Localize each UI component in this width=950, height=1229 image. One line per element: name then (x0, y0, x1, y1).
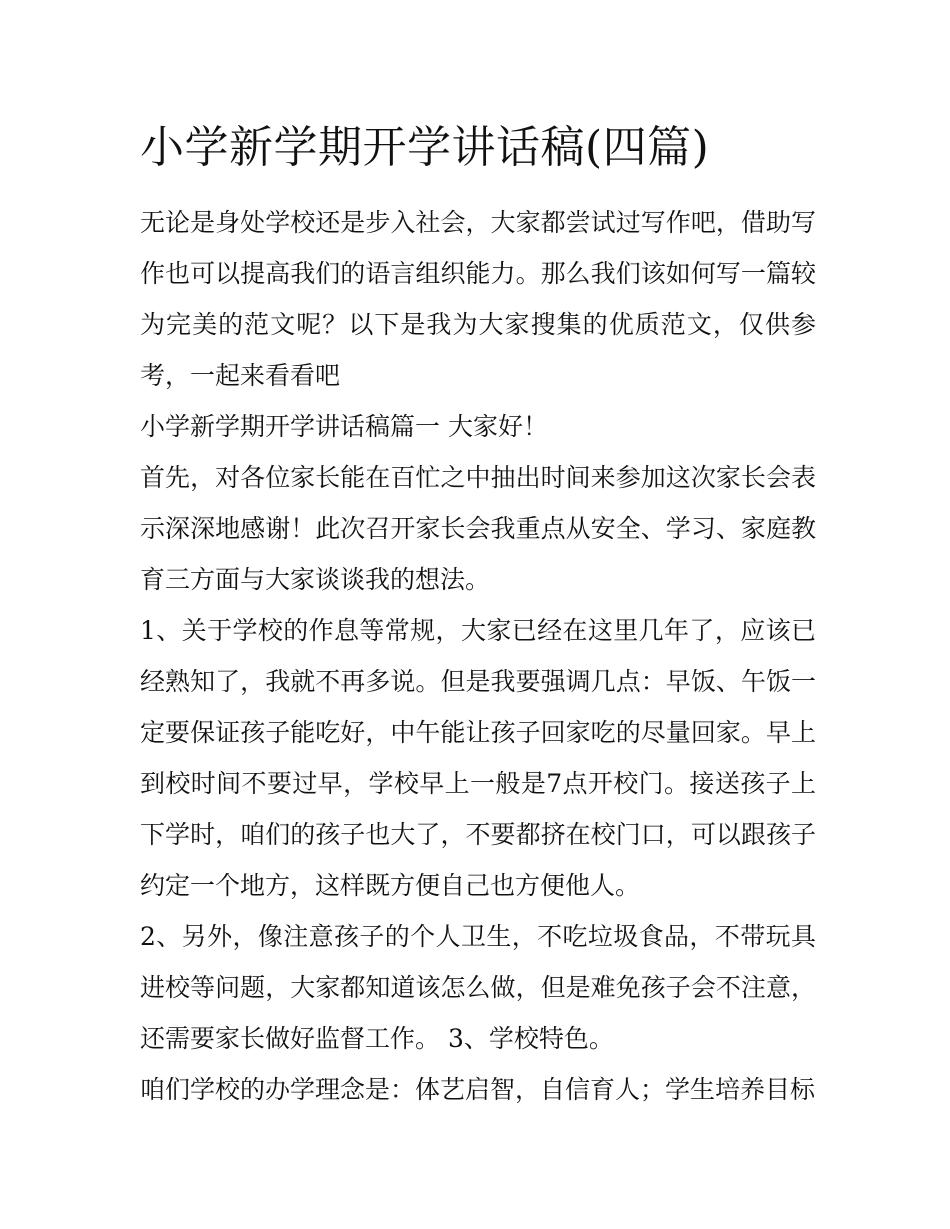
intro-paragraph: 无论是身处学校还是步入社会，大家都尝试过写作吧，借助写作也可以提高我们的语言组织能力。那么我们该如何写一篇较为完美的范文呢？以下是我为大家搜集的优质范文，仅供参考，一起来看看吧 (140, 208, 816, 390)
point-1-paragraph: 1、关于学校的作息等常规，大家已经在这里几年了，应该已经熟知了，我就不再多说。但是我要强调几点：早饭、午饭一定要保证孩子能吃好，中午能让孩子回家吃的尽量回家。早上到校时间不要过早，学校早上一般是7点开校门。接送孩子上下学时，咱们的孩子也大了，不要都挤在校门口，可以跟孩子约定一个地方，这样既方便自己也方便他人。 (140, 616, 816, 900)
opening-paragraph: 首先，对各位家长能在百忙之中抽出时间来参加这次家长会表示深深地感谢！此次召开家长会我重点从安全、学习、家庭教育三方面与大家谈谈我的想法。 (140, 463, 816, 594)
speech-heading-line: 小学新学期开学讲话稿篇一 大家好！ (140, 412, 548, 441)
document-title: 小学新学期开学讲话稿(四篇) (140, 122, 710, 173)
point-2-paragraph: 2、另外，像注意孩子的个人卫生，不吃垃圾食品，不带玩具进校等问题，大家都知道该怎么做，但是难免孩子会不注意，还需要家长做好监督工作。 3、学校特色。 (140, 922, 816, 1053)
school-philosophy-paragraph: 咱们学校的办学理念是：体艺启智，自信育人；学生培养目标 (140, 1075, 816, 1104)
document-body (140, 112, 816, 1115)
